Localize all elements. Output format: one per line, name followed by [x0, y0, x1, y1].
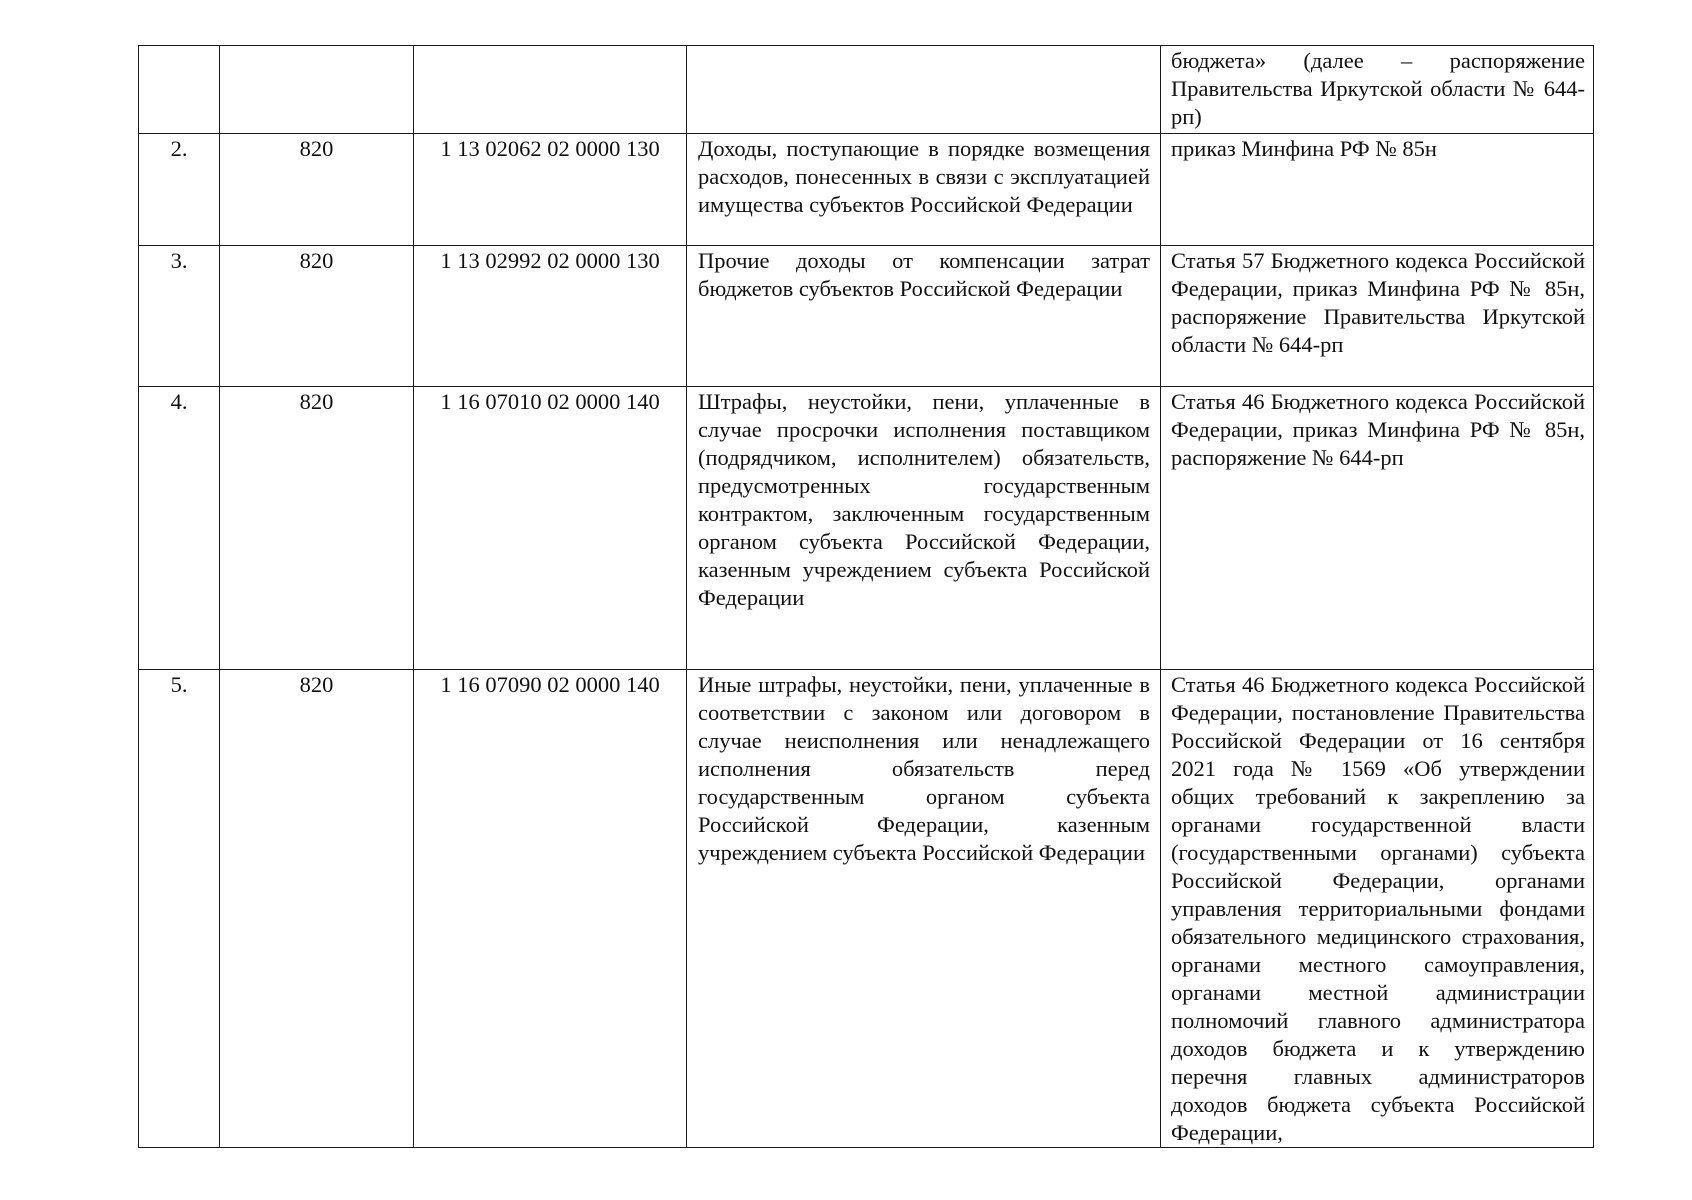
administrator-code-cell	[220, 46, 414, 134]
administrator-code-cell	[220, 387, 414, 670]
legal-basis-cell	[1161, 670, 1594, 1148]
row-number: 2.	[170, 136, 188, 161]
administrator-code-cell	[220, 670, 414, 1148]
revenue-description: Иные штрафы, неустойки, пени, уплаченные в соответствии с законом или договором в случае неисполнения или ненадлежащего исполнения обязательств перед государственным органом субъекта Российской Федерации, казенным учреждением субъекта Российской Федерации	[698, 672, 1150, 865]
table-row	[139, 134, 1594, 246]
budget-classification-code-cell	[414, 246, 687, 387]
budget-classification-code-cell	[414, 670, 687, 1148]
table-row	[139, 246, 1594, 387]
revenue-description-cell	[687, 670, 1161, 1148]
legal-basis: Статья 57 Бюджетного кодекса Российской Федерации, приказ Минфина РФ № 85н, распоряжение Правительства Иркутской области № 644-рп	[1171, 248, 1585, 357]
row-number: 5.	[170, 672, 188, 697]
revenue-description-cell	[687, 134, 1161, 246]
budget-classification-code: 1 13 02992 02 0000 130	[440, 248, 660, 273]
legal-basis: Статья 46 Бюджетного кодекса Российской Федерации, приказ Минфина РФ № 85н, распоряжение № 644-рп	[1171, 389, 1585, 470]
revenue-description-cell	[687, 246, 1161, 387]
revenue-administrators-table	[138, 45, 1594, 1148]
budget-classification-code-cell	[414, 46, 687, 134]
budget-classification-code: 1 16 07090 02 0000 140	[440, 672, 660, 697]
budget-classification-code: 1 13 02062 02 0000 130	[440, 136, 660, 161]
row-number-cell	[139, 387, 220, 670]
revenue-description	[687, 46, 1160, 47]
row-number	[139, 46, 219, 47]
administrator-code-cell	[220, 246, 414, 387]
revenue-description: Доходы, поступающие в порядке возмещения расходов, понесенных в связи с эксплуатацией имущества субъектов Российской Федерации	[698, 136, 1150, 217]
administrator-code: 820	[299, 136, 334, 161]
revenue-description-cell	[687, 46, 1161, 134]
revenue-description: Штрафы, неустойки, пени, уплаченные в случае просрочки исполнения поставщиком (подрядчиком, исполнителем) обязательств, предусмотренных государственным контрактом, заключенным государственным органом субъекта Российской Федерации, казенным учреждением субъекта Российской Федерации	[698, 389, 1150, 610]
table-row	[139, 46, 1594, 134]
budget-classification-code	[414, 46, 686, 47]
legal-basis-cell	[1161, 134, 1594, 246]
legal-basis: бюджета» (далее – распоряжение Правительства Иркутской области № 644-рп)	[1171, 48, 1585, 129]
table-row	[139, 387, 1594, 670]
administrator-code-cell	[220, 134, 414, 246]
administrator-code: 820	[299, 389, 334, 414]
row-number-cell	[139, 246, 220, 387]
budget-classification-code-cell	[414, 134, 687, 246]
table-row	[139, 670, 1594, 1148]
legal-basis-cell	[1161, 246, 1594, 387]
administrator-code	[220, 46, 413, 47]
legal-basis: приказ Минфина РФ № 85н	[1171, 136, 1437, 161]
legal-basis-cell	[1161, 46, 1594, 134]
row-number: 3.	[170, 248, 188, 273]
revenue-description: Прочие доходы от компенсации затрат бюджетов субъектов Российской Федерации	[698, 248, 1150, 301]
row-number-cell	[139, 134, 220, 246]
legal-basis-cell	[1161, 387, 1594, 670]
row-number-cell	[139, 46, 220, 134]
administrator-code: 820	[299, 672, 334, 697]
row-number: 4.	[170, 389, 188, 414]
row-number-cell	[139, 670, 220, 1148]
budget-classification-code-cell	[414, 387, 687, 670]
revenue-description-cell	[687, 387, 1161, 670]
budget-classification-code: 1 16 07010 02 0000 140	[440, 389, 660, 414]
administrator-code: 820	[299, 248, 334, 273]
legal-basis: Статья 46 Бюджетного кодекса Российской Федерации, постановление Правительства Российской Федерации от 16 сентября 2021 года № 1569 «Об утверждении общих требований к закреплению за органами государственной власти (государственными органами) субъекта Российской Федерации, органами управления территориальными фондами обязательного медицинского страхования, органами местного самоуправления, органами местной администрации полномочий главного администратора доходов бюджета и к утверждению перечня главных администраторов доходов бюджета субъекта Российской Федерации,	[1171, 672, 1585, 1145]
